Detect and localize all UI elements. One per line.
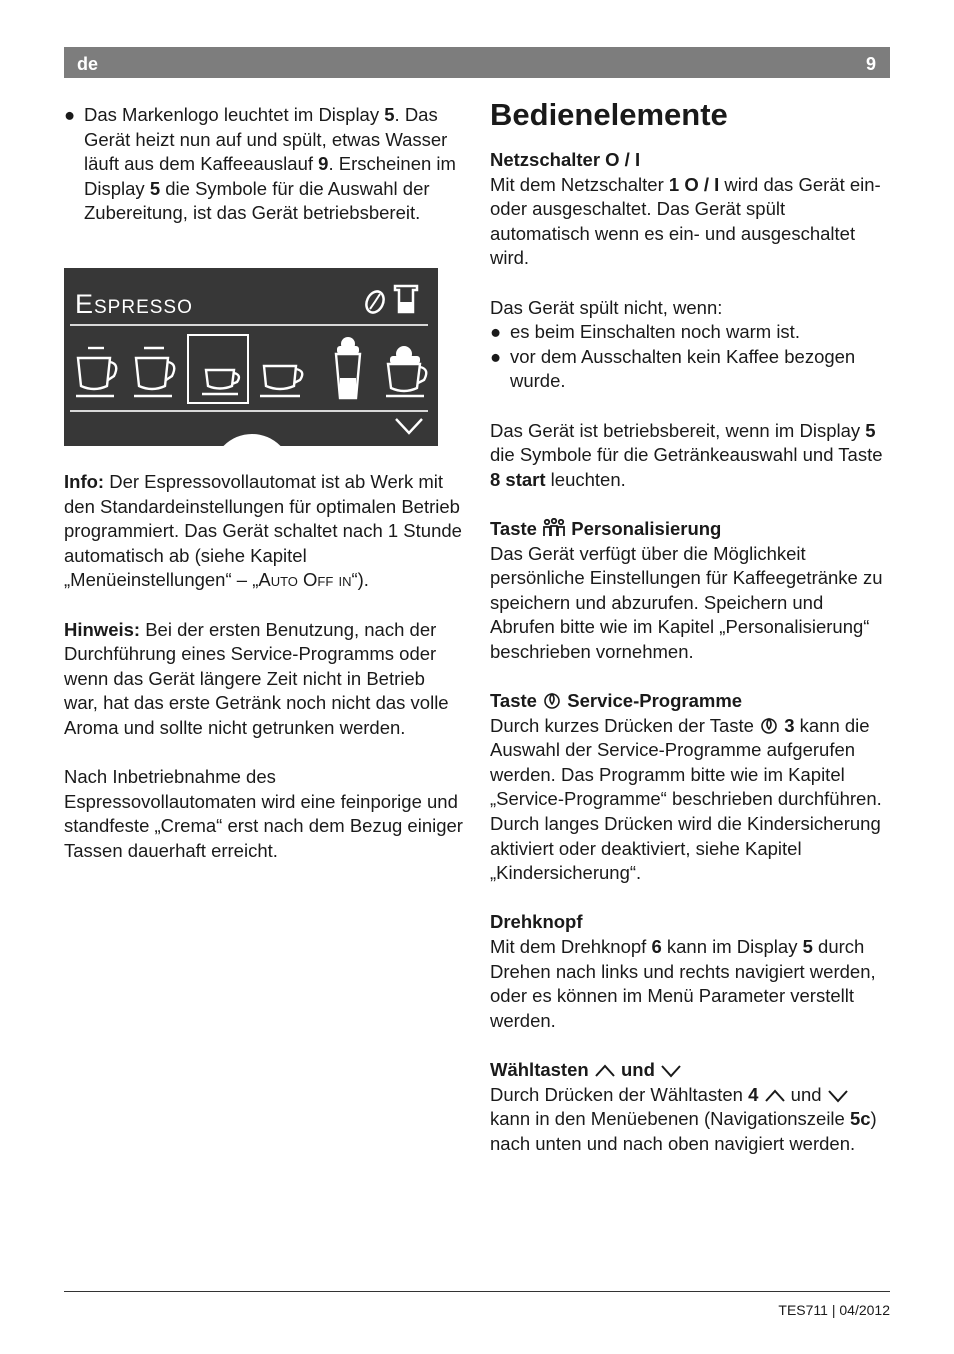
- waehltasten-heading: Wähltasten und: [490, 1058, 890, 1083]
- bean-and-cup-icon: [364, 282, 424, 318]
- netzschalter-text: Mit dem Netzschalter 1 O / I wird das Gerät ein- oder ausgeschaltet. Das Gerät spült automatisch wenn es ein- und ausgeschaltet wird.: [490, 173, 881, 269]
- display-divider-top: [70, 324, 428, 326]
- rotary-knob: [212, 434, 292, 446]
- right-column: [490, 95, 890, 1156]
- personalization-icon: [542, 518, 566, 538]
- chevron-down-icon: [394, 416, 424, 436]
- netzschalter-heading: Netzschalter O / I: [490, 149, 641, 170]
- language-code: de: [77, 54, 99, 74]
- drehknopf-heading: Drehknopf: [490, 911, 583, 933]
- service-text-1: Durch kurzes Drücken der Taste 3 kann die Auswahl der Service-Programme aufgerufen werden. Das Programm bitte wie im Kapitel „Service-Programme“ beschrieben durchführen.: [490, 714, 882, 810]
- rinse-bullet-1: ● es beim Einschalten noch warm ist.: [490, 321, 800, 343]
- left-column-bottom: [64, 470, 464, 864]
- drehknopf-text: Mit dem Drehknopf 6 kann im Display 5 durch Drehen nach links und rechts navigiert werden, oder es können im Menü Parameter verstellt werden.: [490, 936, 876, 1031]
- page-number: 9: [865, 54, 876, 74]
- footer-text: TES711 | 04/2012: [778, 1302, 890, 1318]
- left-column-top: [64, 103, 464, 226]
- startup-bullet: ● Das Markenlogo leuchtet im Display 5. Das Gerät heizt nun auf und spült, etwas Wasser läuft aus dem Kaffeeauslauf 9. Erscheinen im Display 5 die Symbole für die Auswahl der Zubereitung, ist das Gerät betriebsbereit.: [64, 104, 456, 224]
- crema-paragraph: Nach Inbetriebnahme des Espressovollautomaten wird eine feinporige und standfeste „Crema“ erst nach dem Bezug einiger Tassen dauerhaft erreicht.: [64, 766, 463, 861]
- chevron-up-icon: [764, 1088, 786, 1104]
- rinse-intro: Das Gerät spült nicht, wenn:: [490, 296, 723, 318]
- hinweis-paragraph: Hinweis: Bei der ersten Benutzung, nach der Durchführung eines Service-Programms oder wenn das Gerät längere Zeit nicht in Betrieb war, hat das erste Getränk noch nicht das volle Aroma und sollte nicht getrunken werden.: [64, 618, 449, 738]
- page-header: [64, 47, 890, 78]
- display-illustration: [64, 268, 438, 446]
- service-icon: [542, 690, 562, 710]
- service-icon: [759, 715, 779, 735]
- waehltasten-text: Durch Drücken der Wähltasten 4 und kann in den Menüebenen (Navigationszeile 5c) nach unten und nach oben navigiert werden.: [490, 1083, 877, 1154]
- selected-drink-frame: [187, 334, 249, 404]
- service-text-2: Durch langes Drücken wird die Kindersicherung aktiviert oder deaktiviert, siehe Kapitel „Kindersicherung“.: [490, 813, 881, 884]
- display-title: Espresso: [75, 289, 193, 319]
- chevron-down-icon: [660, 1063, 682, 1079]
- personalisierung-text: Das Gerät verfügt über die Möglichkeit persönliche Einstellungen für Kaffeegetränke zu speichern und abzurufen. Speichern und Abrufen bitte wie im Kapitel „Personalisierung“ beschrieben vornehmen.: [490, 542, 883, 662]
- drink-selection-icons: [74, 336, 434, 406]
- section-title: Bedienelemente: [490, 97, 728, 132]
- bullet-dot: ●: [64, 104, 76, 125]
- display-divider-bottom: [70, 410, 428, 412]
- chevron-up-icon: [594, 1063, 616, 1079]
- footer-divider: [64, 1291, 890, 1292]
- ready-paragraph: Das Gerät ist betriebsbereit, wenn im Display 5 die Symbole für die Getränkeauswahl und Taste 8 start leuchten.: [490, 419, 883, 490]
- personalisierung-heading: Taste Personalisierung: [490, 517, 722, 539]
- chevron-down-icon: [827, 1088, 849, 1104]
- rinse-bullet-2: ● vor dem Ausschalten kein Kaffee bezogen wurde.: [490, 345, 856, 392]
- service-heading: Taste Service-Programme: [490, 690, 743, 712]
- info-paragraph: Info: Der Espressovollautomat ist ab Werk mit den Standardeinstellungen für optimalen Betrieb programmiert. Das Gerät schaltet nach 1 Stunde automatisch ab (siehe Kapitel „Menüeinstellungen“ – „Auto Off in“).: [64, 471, 462, 591]
